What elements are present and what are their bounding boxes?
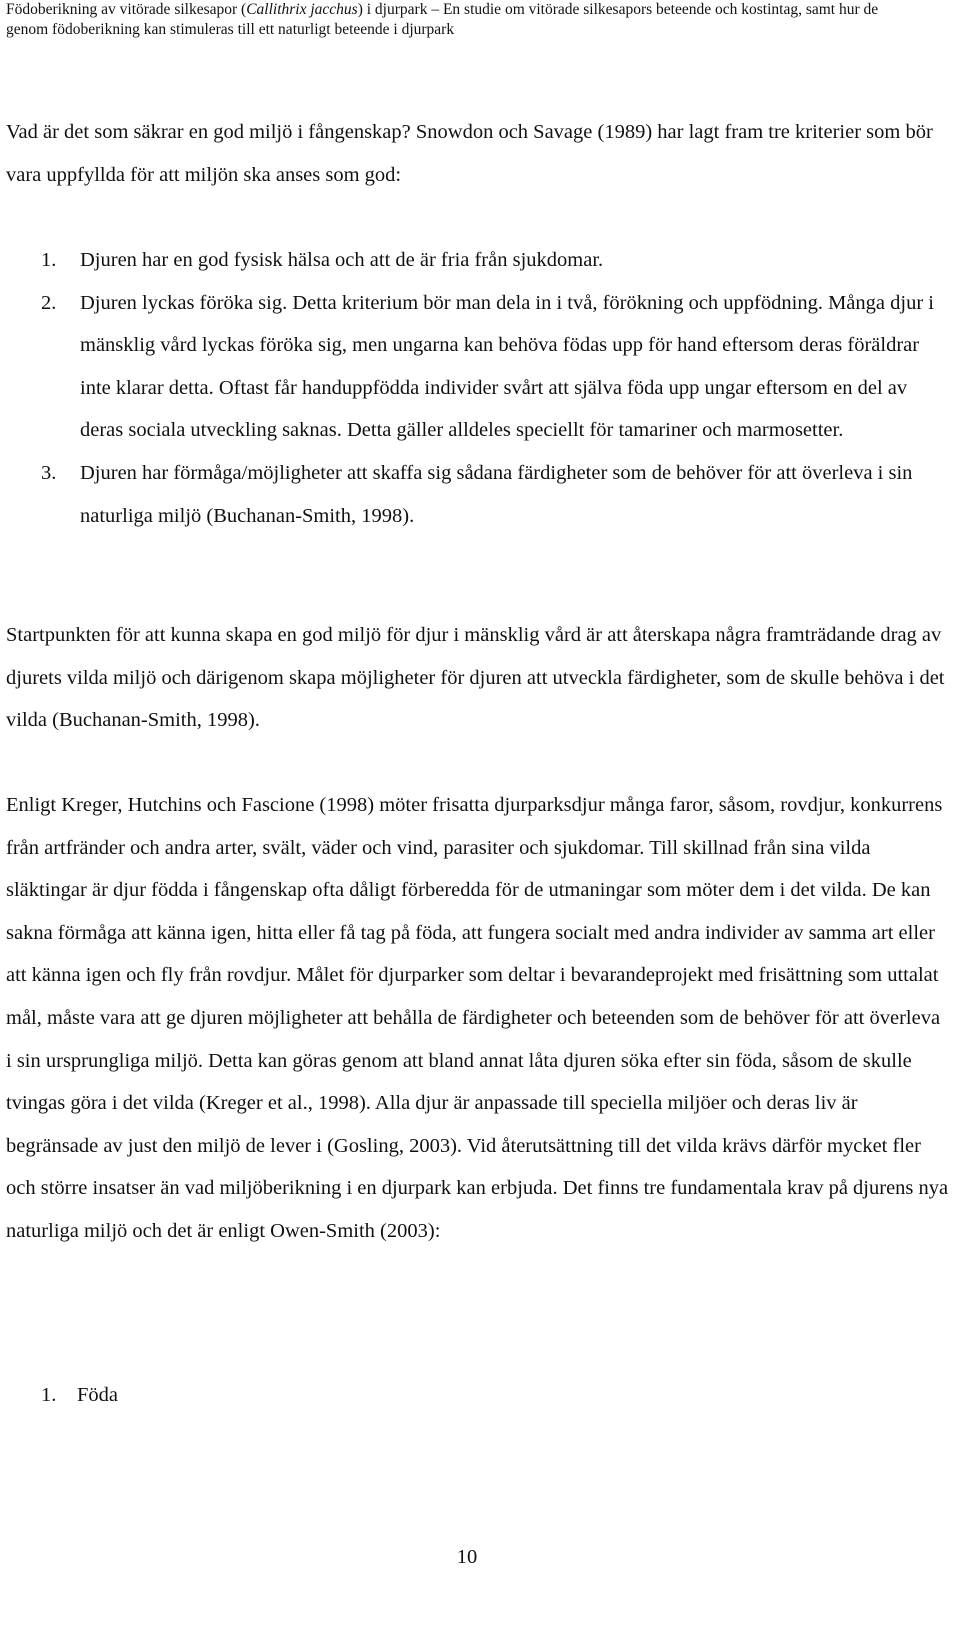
running-header xyxy=(6,0,950,40)
running-header-prefix: Födoberikning av vitörade silkesapor ( xyxy=(6,1,247,18)
criteria-list xyxy=(0,239,950,537)
intro-paragraph: Vad är det som säkrar en god miljö i fångenskap? Snowdon och Savage (1989) har lagt fram tre kriterier som bör vara uppfyllda för att miljön ska anses som god: xyxy=(6,121,933,186)
list-item-number: 2. xyxy=(41,291,57,314)
list-item-text: Djuren har en god fysisk hälsa och att de är fria från sjukdomar. xyxy=(80,249,604,271)
list-item-text: Djuren lyckas föröka sig. Detta kriterium bör man dela in i två, förökning och uppfödning. Många djur i mänsklig vård lyckas föröka sig, men ungarna kan behöva födas upp för hand eftersom deras föräldrar inte klarar detta. Oftast får handuppfödda individer svårt att själva föda upp ungar eftersom en del av deras sociala utveckling saknas. Detta gäller alldeles speciellt för tamariner och marmosetter. xyxy=(80,291,934,442)
running-header-line-1 xyxy=(6,0,950,20)
kreger-paragraph: Enligt Kreger, Hutchins och Fascione (1998) möter frisatta djurparksdjur många faror, såsom, rovdjur, konkurrens från artfränder och andra arter, svält, väder och vind, parasiter och sjukdomar. Till skillnad från sina vilda släktingar är djur födda i fångenskap ofta dåligt förberedda för de utmaningar som möter dem i det vilda. De kan sakna förmåga att känna igen, hitta eller få tag på föda, att fungera socialt med andra individer av samma art eller att känna igen och fly från rovdjur. Målet för djurparker som deltar i bevarandeprojekt med frisättning som uttalat mål, måste vara att ge djuren möjligheter att behålla de färdigheter och beteenden som de behöver för att överleva i sin ursprungliga miljö. Detta kan göras genom att bland annat låta djuren söka efter sin föda, såsom de skulle tvingas göra i det vilda (Kreger et al., 1998). Alla djur är anpassade till speciella miljöer och deras liv är begränsade av just den miljö de lever i (Gosling, 2003). Vid återutsättning till det vilda krävs därför mycket fler och större insatser än vad miljöberikning i en djurpark kan erbjuda. Det finns tre fundamentala krav på djurens nya naturliga miljö och det är enligt Owen-Smith (2003): xyxy=(6,794,949,1242)
list-item-number: 1. xyxy=(41,249,57,271)
running-header-suffix: ) i djurpark – En studie om vitörade silkesapors beteende och kostintag, samt hur de xyxy=(357,1,879,18)
requirements-list xyxy=(0,1374,118,1417)
species-name: Callithrix jacchus xyxy=(246,1,358,18)
list-item xyxy=(0,239,950,282)
list-item xyxy=(0,1374,118,1417)
list-item-number: 3. xyxy=(41,461,57,484)
list-item-text: Djuren har förmåga/möjligheter att skaffa sig sådana färdigheter som de behöver för att överleva i sin naturliga miljö (Buchanan-Smith, 1998). xyxy=(80,461,913,527)
running-header-line-2: genom födoberikning kan stimuleras till ett naturligt beteende i djurpark xyxy=(6,21,455,38)
list-item xyxy=(0,282,950,452)
page-number: 10 xyxy=(456,1546,478,1568)
list-item-text: Föda xyxy=(77,1384,118,1406)
list-item-number: 1. xyxy=(41,1384,57,1406)
startpoint-paragraph: Startpunkten för att kunna skapa en god miljö för djur i mänsklig vård är att återskapa några framträdande drag av djurets vilda miljö och därigenom skapa möjligheter för djuren att utveckla färdigheter, som de skulle behöva i det vilda (Buchanan-Smith, 1998). xyxy=(6,624,945,732)
list-item xyxy=(0,452,950,537)
